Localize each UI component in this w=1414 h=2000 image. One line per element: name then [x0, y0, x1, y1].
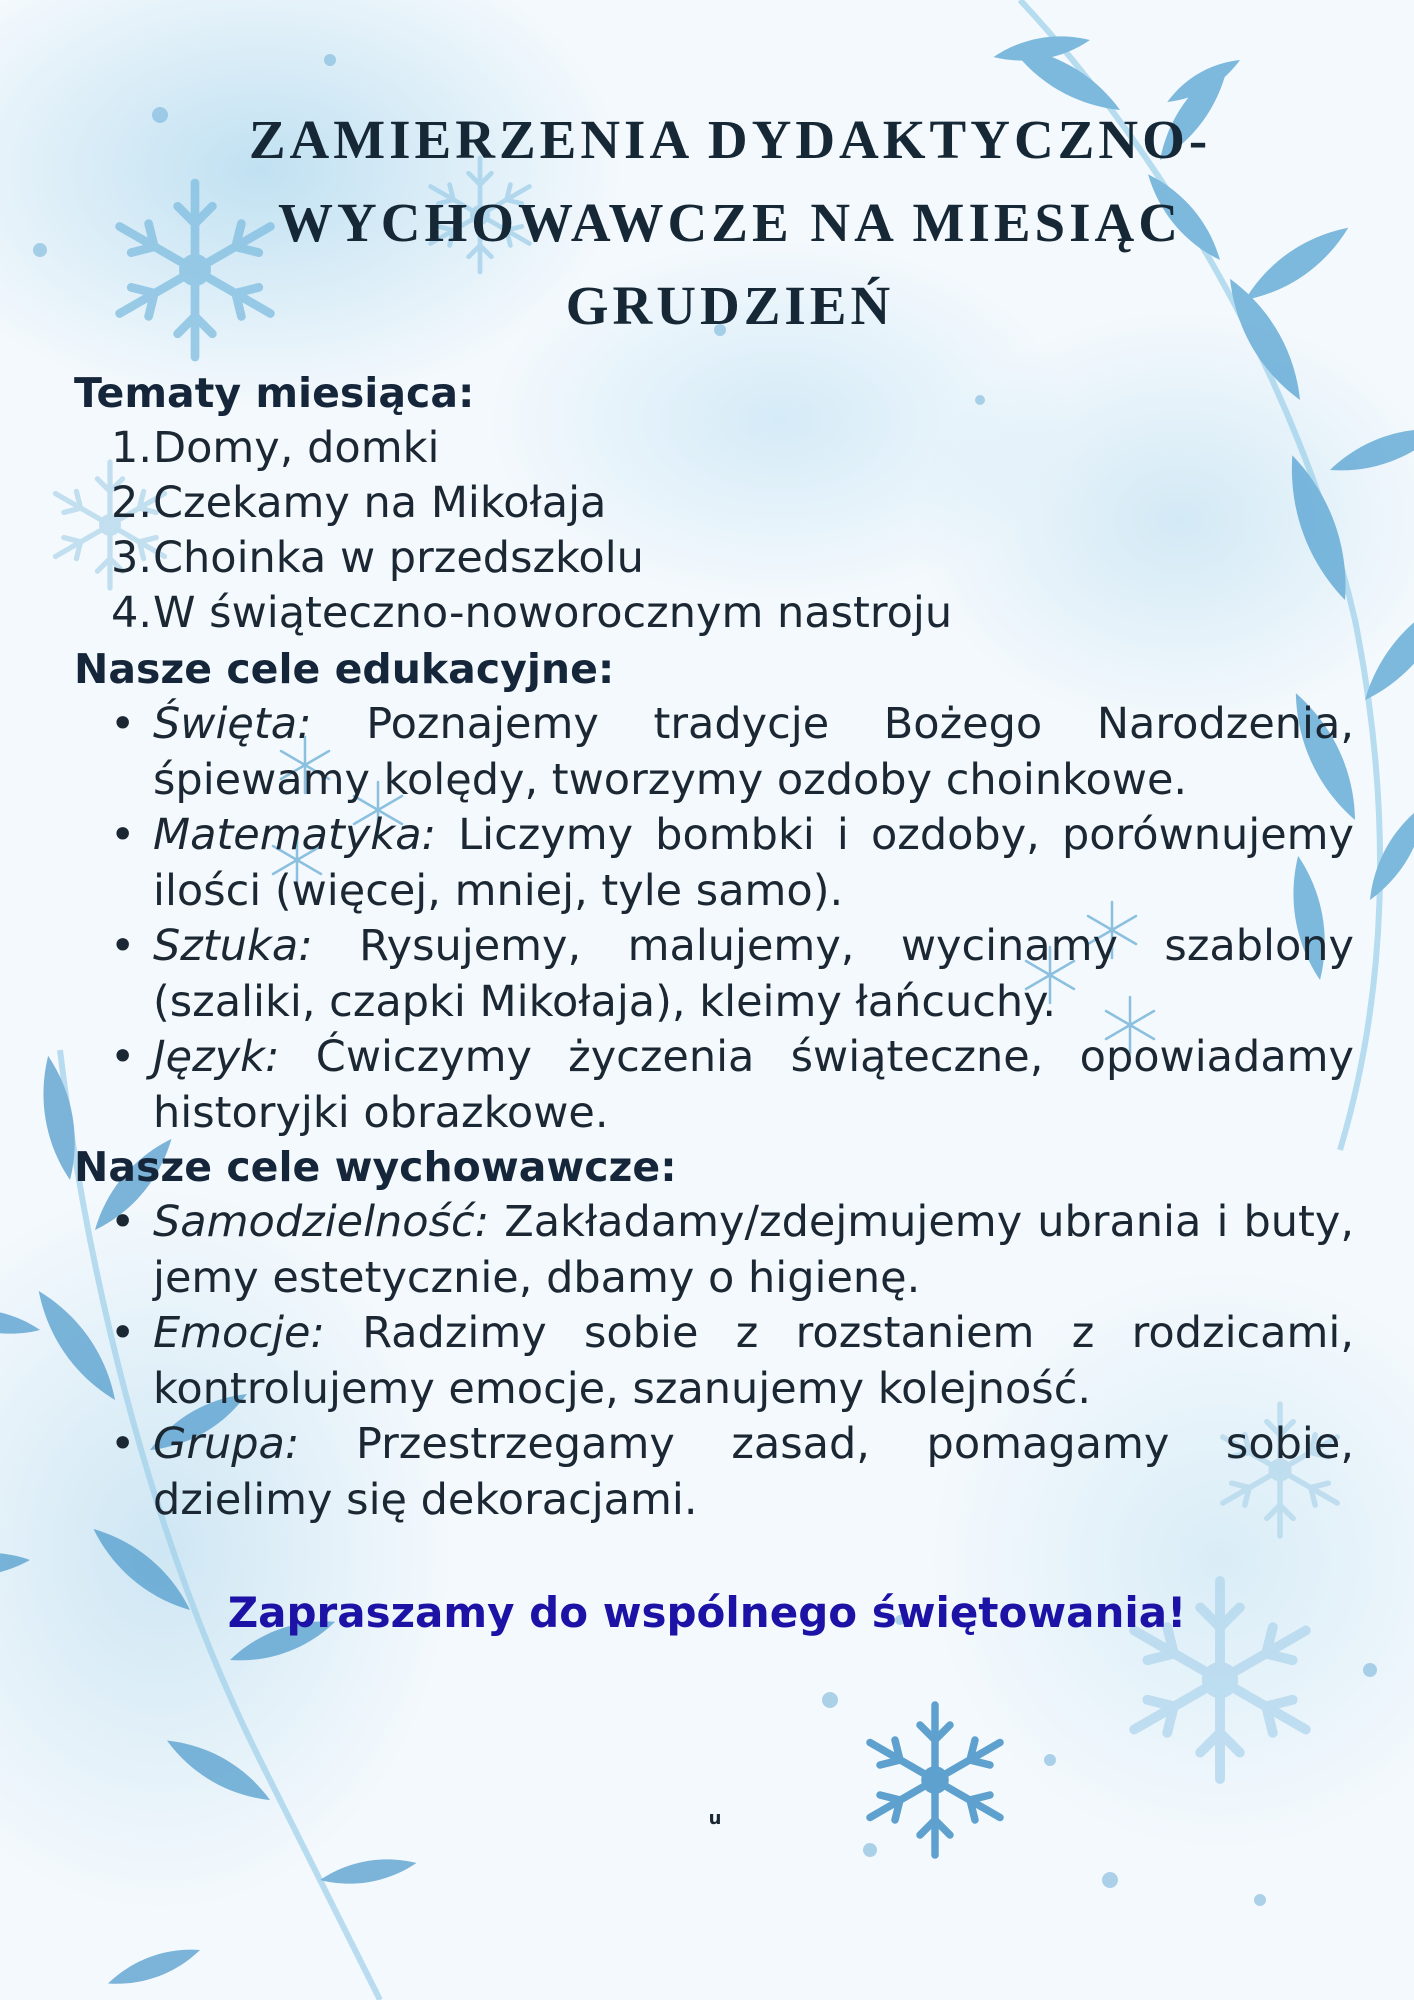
- goal-item: [74, 1417, 1354, 1528]
- goal-term: Samodzielność:: [153, 1197, 490, 1247]
- footer-mark: u: [708, 1808, 722, 1829]
- topic-item: [74, 421, 1354, 476]
- topic-item: [74, 531, 1354, 586]
- goal-text: Radzimy sobie z rozstaniem z rodzicami, kontrolujemy emocje, szanujemy kolejność.: [153, 1308, 1355, 1414]
- topic-text: W świąteczno-noworocznym nastroju: [153, 588, 953, 638]
- topic-text: Choinka w przedszkolu: [153, 533, 644, 583]
- goal-text: Przestrzegamy zasad, pomagamy sobie, dzielimy się dekoracjami.: [153, 1419, 1354, 1525]
- title-line: ZAMIERZENIA DYDAKTYCZNO-: [248, 109, 1212, 170]
- topics-heading: Tematy miesiąca:: [74, 369, 475, 417]
- educational-goals-list: [74, 697, 1354, 1141]
- goal-term: Język:: [153, 1032, 280, 1082]
- educational-goals-heading: Nasze cele edukacyjne:: [74, 645, 615, 693]
- goal-term: Święta:: [153, 699, 312, 749]
- goal-text: Ćwiczymy życzenia świąteczne, opowiadamy historyjki obrazkowe.: [153, 1032, 1354, 1138]
- topic-number: 2.: [110, 478, 152, 528]
- goal-item: [74, 1306, 1354, 1417]
- educational-goals-section: [74, 642, 1354, 1141]
- title-line: GRUDZIEŃ: [565, 275, 895, 336]
- topic-number: 4.: [110, 588, 152, 638]
- upbringing-goals-heading: Nasze cele wychowawcze:: [74, 1143, 677, 1191]
- goal-term: Matematyka:: [153, 810, 437, 860]
- closing-invitation: Zapraszamy do wspólnego świętowania!: [227, 1588, 1187, 1637]
- topic-text: Czekamy na Mikołaja: [153, 478, 607, 528]
- topic-number: 3.: [110, 533, 152, 583]
- topics-section: [74, 366, 1354, 641]
- goal-item: [74, 919, 1354, 1030]
- goal-item: [74, 1030, 1354, 1141]
- title-line: WYCHOWAWCZE NA MIESIĄC: [278, 192, 1182, 253]
- topic-item: [74, 586, 1354, 641]
- upbringing-goals-section: [74, 1140, 1354, 1528]
- goal-text: Rysujemy, malujemy, wycinamy szablony (szaliki, czapki Mikołaja), kleimy łańcuchy.: [153, 921, 1354, 1027]
- goal-term: Emocje:: [153, 1308, 325, 1358]
- goal-item: [74, 808, 1354, 919]
- goal-item: [74, 697, 1354, 808]
- topic-number: 1.: [110, 423, 152, 473]
- topic-text: Domy, domki: [153, 423, 440, 473]
- goal-term: Sztuka:: [153, 921, 313, 971]
- goal-item: [74, 1195, 1354, 1306]
- goal-text: Zakładamy/zdejmujemy ubrania i buty, jemy estetycznie, dbamy o higienę.: [153, 1197, 1354, 1303]
- goal-text: Liczymy bombki i ozdoby, porównujemy ilości (więcej, mniej, tyle samo).: [153, 810, 1354, 916]
- goal-term: Grupa:: [153, 1419, 300, 1469]
- page-title: [180, 98, 1280, 347]
- topic-item: [74, 476, 1354, 531]
- topics-list: [74, 421, 1354, 641]
- goal-text: Poznajemy tradycje Bożego Narodzenia, śpiewamy kolędy, tworzymy ozdoby choinkowe.: [153, 699, 1354, 805]
- upbringing-goals-list: [74, 1195, 1354, 1528]
